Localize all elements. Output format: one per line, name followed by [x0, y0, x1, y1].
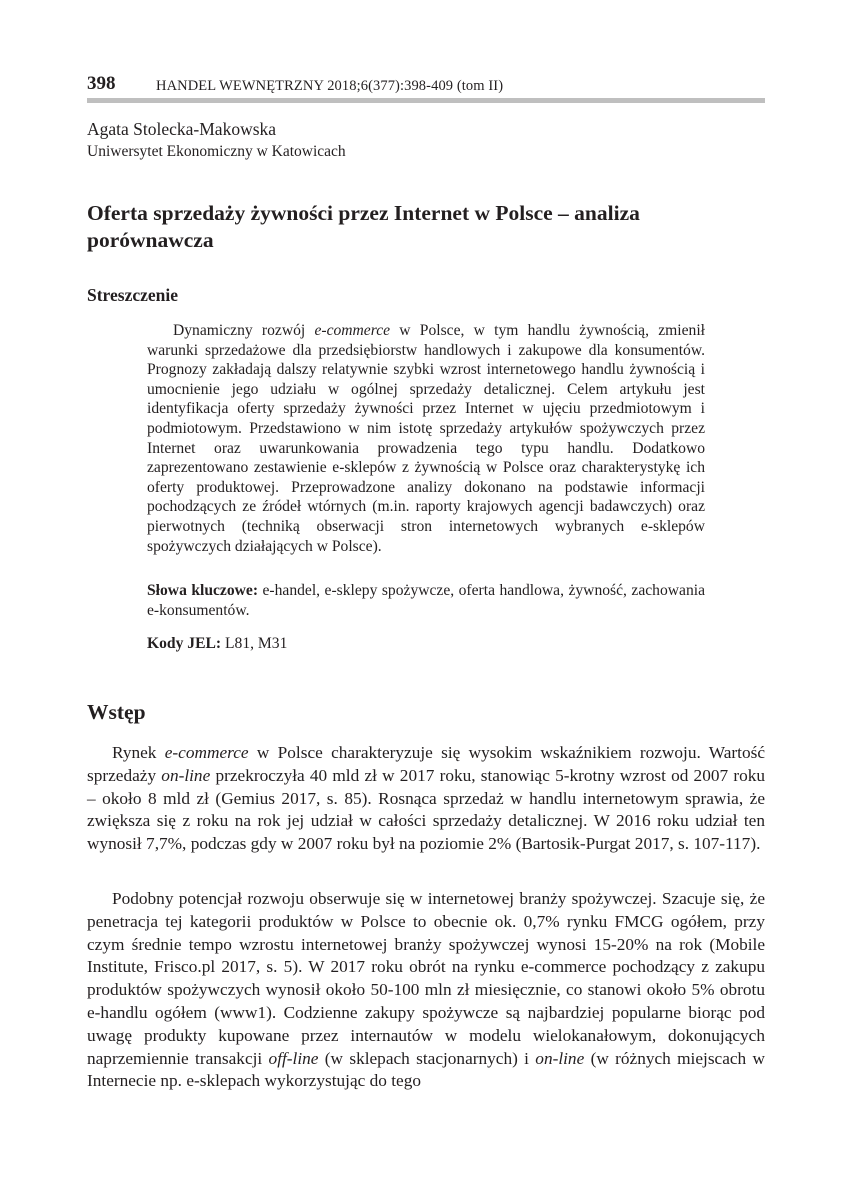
- abstract-text-part: w Polsce, w tym handlu żywnością, zmienił warunki sprzedażowe dla przedsiębiorstw handlowych i zakupowe dla konsumentów. Prognozy zakładają dalszy relatywnie szybki wzrost internetowego handlu żywnością i umocnienie jego udziału w ogólnej sprzedaży detalicznej. Celem artykułu jest identyfikacja oferty sprzedaży żywności przez Internet w ujęciu przedmiotowym i podmiotowym. Przedstawiono w nim istotę sprzedaży artykułów spożywczych przez Internet oraz uwarunkowania prowadzenia tego typu handlu. Dodatkowo zaprezentowano zestawienie e-sklepów z żywnością w Polsce oraz charakterystykę ich oferty produktowej. Przeprowadzone analizy dokonano na podstawie informacji pochodzących ze źródeł wtórnych (m.in. raporty krajowych agencji badawczych) oraz pierwotnych (techniką obserwacji stron internetowych wybranych e-sklepów spożywczych działających w Polsce).: [147, 322, 705, 555]
- body-emphasis: on-line: [535, 1048, 585, 1068]
- body-text-part: (w sklepach stacjonarnych) i: [318, 1048, 536, 1068]
- jel-label: Kody JEL:: [147, 635, 222, 652]
- body-emphasis: on-line: [161, 765, 211, 785]
- body-text-part: w Polsce charakteryzuje się wysokim wskaźnikiem rozwoju. Wartość sprzedaży: [87, 743, 765, 785]
- page-number: 398: [87, 73, 116, 94]
- jel-values: L81, M31: [221, 635, 288, 652]
- body-text-part: (w różnych miejscach w Internecie np. e-sklepach wykorzystując do tego: [87, 1048, 766, 1091]
- author-affiliation: Uniwersytet Ekonomiczny w Katowicach: [87, 143, 346, 160]
- abstract-text-part: Dynamiczny rozwój: [173, 322, 315, 339]
- body-text-part: Rynek: [112, 743, 165, 762]
- body-text-part: Podobny potencjał rozwoju obserwuje się w internetowej branży spożywczej. Szacuje się, że penetracja tej kategorii produktów w Polsce to obecnie ok. 0,7% rynku FMCG ogółem, przy czym średnie tempo wzrostu internetowej branży spożywczej wynosi 15-20% na rok (Mobile Institute, Frisco.pl 2017, s. 5). W 2017 roku obrót na rynku e-commerce pochodzący z zakupu produktów spożywczych wynosił około 50-100 mln zł miesięcznie, co stanowi około 5% obrotu e-handlu ogółem (www1). Codzienne zakupy spożywcze są najbardziej popularne biorąc pod uwagę produkty kupowane przez internautów w modelu wielokanałowym, dokonujących naprzemiennie transakcji: [87, 889, 765, 1068]
- body-emphasis: e-commerce: [164, 743, 249, 762]
- keywords-list: e-handel, e-sklepy spożywcze, oferta handlowa, żywność, zachowania e-konsumentów.: [147, 582, 705, 619]
- body-paragraph: [87, 742, 765, 856]
- body-text-part: przekroczyła 40 mld zł w 2017 roku, stanowiąc 5-krotny wzrost od 2007 roku – około 8 mld zł (Gemius 2017, s. 85). Rosnąca sprzedaż w handlu internetowym sprawia, że zwiększa się z roku na rok jej udział w całości sprzedaży detalicznej. W 2016 roku udział ten wynosił 7,7%, podczas gdy w 2007 roku był na poziomie 2% (Bartosik-Purgat 2017, s. 107-117).: [87, 765, 765, 854]
- header-rule: [87, 98, 765, 103]
- keywords-label: Słowa kluczowe:: [147, 582, 259, 599]
- abstract-heading: Streszczenie: [87, 285, 179, 305]
- body-emphasis: off-line: [268, 1048, 319, 1068]
- keywords: [147, 581, 705, 620]
- article-title: Oferta sprzedaży żywności przez Internet w Polsce – analiza porównawcza: [87, 201, 640, 252]
- abstract-text: [147, 321, 705, 556]
- author-name: Agata Stolecka-Makowska: [87, 119, 277, 139]
- jel-codes: [147, 634, 287, 654]
- body-paragraph: [87, 888, 765, 1093]
- section-heading: Wstęp: [87, 700, 146, 724]
- abstract-emphasis: e-commerce: [314, 322, 391, 339]
- journal-citation: HANDEL WEWNĘTRZNY 2018;6(377):398-409 (tom II): [156, 78, 504, 94]
